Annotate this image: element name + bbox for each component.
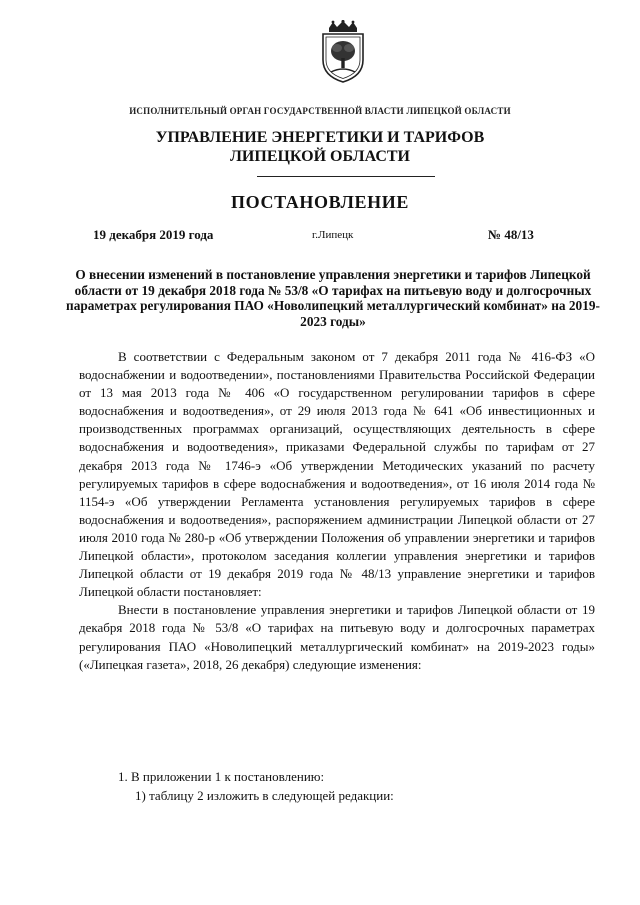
document-body xyxy=(79,348,595,674)
header-divider xyxy=(257,176,435,177)
department-name xyxy=(0,128,640,166)
department-name-line-2: ЛИПЕЦКОЙ ОБЛАСТИ xyxy=(230,148,410,165)
document-date: 19 декабря 2019 года xyxy=(93,227,214,242)
amendment-subitem-1: 1) таблицу 2 изложить в следующей редакции: xyxy=(135,788,394,803)
coat-of-arms-icon xyxy=(317,20,369,84)
document-subject: О внесении изменений в постановление управления энергетики и тарифов Липецкой области от 19 декабря 2018 года № 53/8 «О тарифах на питьевую воду и долгосрочных параметрах регулирования ПАО «Новолипецкий металлургический комбинат» на 2019-2023 годы» xyxy=(66,267,600,329)
body-paragraph-1: В соответствии с Федеральным законом от 7 декабря 2011 года № 416-ФЗ «О водоснабжении и водоотведении», постановлениями Правительства Российской Федерации от 13 мая 2013 года № 406 «О государственном регулировании тарифов в сфере водоснабжения и водоотведения», от 29 июля 2013 года № 641 «Об инвестиционных и производственных программах организаций, осуществляющих деятельность в сфере водоснабжения и водоотведения», приказами Федеральной службы по тарифам от 27 декабря 2013 года № 1746-э «Об утверждении Методических указаний по расчету регулируемых тарифов в сфере водоснабжения и водоотведения», от 16 июля 2014 года № 1154-э «Об утверждении Регламента установления регулируемых тарифов в сфере водоснабжения и водоотведения», распоряжением администрации Липецкой области от 27 июля 2010 года № 280-р «Об утверждении Положения об управлении энергетики и тарифов Липецкой области», протоколом заседания коллегии управления энергетики и тарифов Липецкой области от 19 декабря 2019 года № 48/13 управление энергетики и тарифов Липецкой области постановляет: xyxy=(79,349,595,600)
issuing-authority-line: ИСПОЛНИТЕЛЬНЫЙ ОРГАН ГОСУДАРСТВЕННОЙ ВЛАСТИ ЛИПЕЦКОЙ ОБЛАСТИ xyxy=(129,106,511,116)
body-paragraph-2: Внести в постановление управления энергетики и тарифов Липецкой области от 19 декабря 2018 года № 53/8 «О тарифах на питьевую воду и долгосрочных параметрах регулирования ПАО «Новолипецкий металлургический комбинат» на 2019-2023 годы» («Липецкая газета», 2018, 26 декабря) следующие изменения: xyxy=(79,602,595,672)
document-type-title: ПОСТАНОВЛЕНИЕ xyxy=(231,192,409,212)
department-name-line-1: УПРАВЛЕНИЕ ЭНЕРГЕТИКИ И ТАРИФОВ xyxy=(155,129,485,146)
document-city: г.Липецк xyxy=(312,229,354,241)
amendment-item-1: 1. В приложении 1 к постановлению: xyxy=(118,769,325,784)
document-number: № 48/13 xyxy=(488,227,534,242)
